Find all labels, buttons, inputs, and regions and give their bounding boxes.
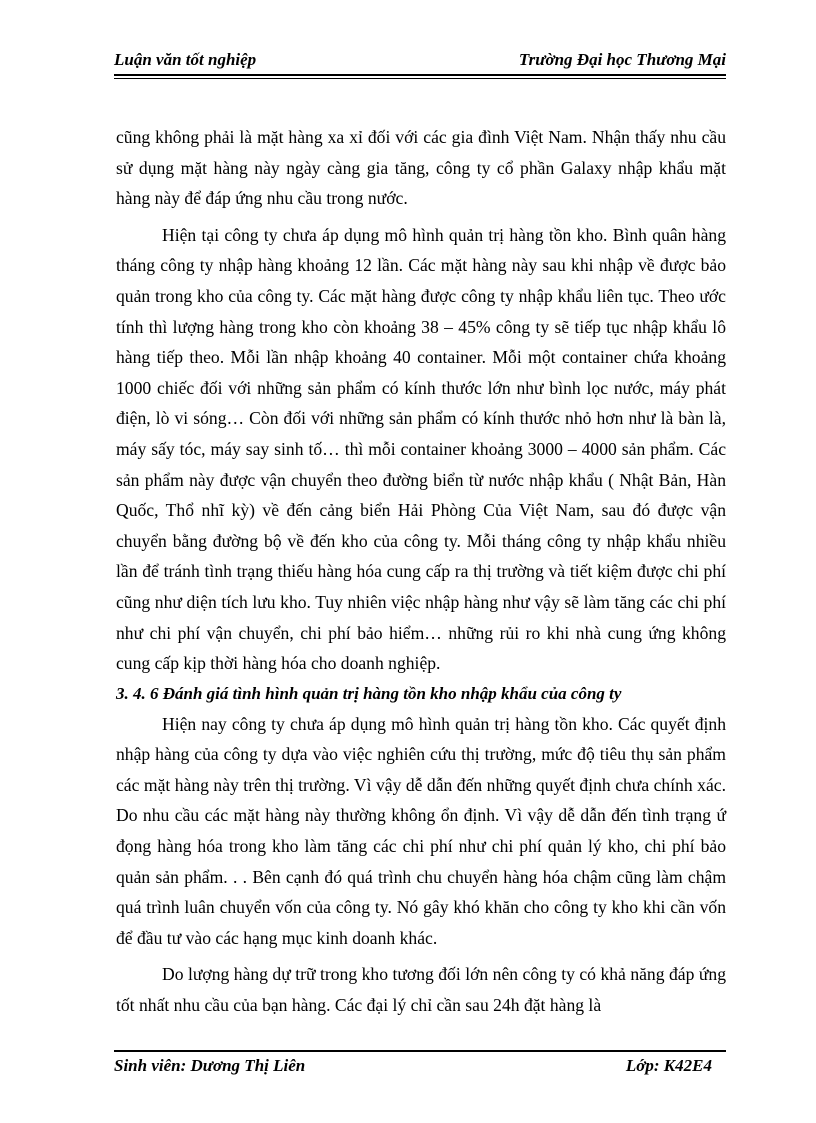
paragraph-2: Hiện tại công ty chưa áp dụng mô hình quản trị hàng tồn kho. Bình quân hàng tháng công ty nhập hàng khoảng 12 lần. Các mặt hàng này sau khi nhập về được bảo quản trong kho của công ty. Các mặt hàng được công ty nhập khẩu liên tục. Theo ước tính thì lượng hàng trong kho còn khoảng 38 – 45% công ty sẽ tiếp tục nhập khẩu lô hàng tiếp theo. Mỗi lần nhập khoảng 40 container. Mỗi một container chứa khoảng 1000 chiếc đối với những sản phẩm có kính thước lớn như bình lọc nước, máy phát điện, lò vi sóng… Còn đối với những sản phẩm có kính thước nhỏ hơn như là bàn là, máy sấy tóc, máy say sinh tố… thì mỗi container khoảng 3000 – 4000 sản phẩm. Các sản phẩm này được vận chuyển theo đường biển từ nước nhập khẩu ( Nhật Bản, Hàn Quốc, Thổ nhĩ kỳ) về đến cảng biển Hải Phòng Của Việt Nam, sau đó được vận chuyển bằng đường bộ về đến kho của công ty. Mỗi tháng công ty nhập khẩu nhiều lần để tránh tình trạng thiếu hàng hóa cung cấp ra thị trường và tiết kiệm được chi phí cũng như diện tích lưu kho. Tuy nhiên việc nhập hàng như vậy sẽ làm tăng các chi phí như chi phí vận chuyển, chi phí bảo hiểm… những rủi ro khi nhà cung ứng không cung cấp kịp thời hàng hóa cho doanh nghiệp.: [116, 224, 726, 674]
header-university-name: Trường Đại học Thương Mại: [518, 50, 726, 69]
footer-student-name: Sinh viên: Dương Thị Liên: [114, 1056, 306, 1075]
header-thesis-label: Luận văn tốt nghiệp: [114, 50, 257, 69]
footer-rule: [114, 1050, 726, 1052]
paragraph-1: cũng không phải là mặt hàng xa xỉ đối với các gia đình Việt Nam. Nhận thấy nhu cầu sử dụng mặt hàng này ngày càng gia tăng, công ty cổ phần Galaxy nhập khẩu mặt hàng này để đáp ứng nhu cầu trong nước.: [116, 127, 726, 209]
body-content: [116, 122, 726, 1021]
section-heading: 3. 4. 6 Đánh giá tình hình quản trị hàng tồn kho nhập khẩu của công ty: [116, 683, 622, 703]
page-header: [114, 48, 726, 76]
paragraph-4: Do lượng hàng dự trữ trong kho tương đối lớn nên công ty có khả năng đáp ứng tốt nhất nhu cầu của bạn hàng. Các đại lý chỉ cần sau 24h đặt hàng là: [116, 964, 726, 1016]
header-rule: [114, 78, 726, 79]
footer-class-code: Lớp: K42E4: [625, 1056, 712, 1075]
page-footer: [114, 1054, 726, 1080]
paragraph-3: Hiện nay công ty chưa áp dụng mô hình quản trị hàng tồn kho. Các quyết định nhập hàng của công ty dựa vào việc nghiên cứu thị trường, mức độ tiêu thụ sản phẩm các mặt hàng này trên thị trường. Vì vậy dễ dẫn đến những quyết định chưa chính xác. Do nhu cầu các mặt hàng này thường không ổn định. Vì vậy dễ dẫn đến tình trạng ứ đọng hàng hóa trong kho làm tăng các chi phí như chi phí quản lý kho, chi phí bảo quản sản phẩm. . . Bên cạnh đó quá trình chu chuyển hàng hóa chậm cũng làm chậm quá trình luân chuyển vốn của công ty. Nó gây khó khăn cho công ty kho khi cần vốn để đầu tư vào các hạng mục kinh doanh khác.: [116, 713, 726, 948]
